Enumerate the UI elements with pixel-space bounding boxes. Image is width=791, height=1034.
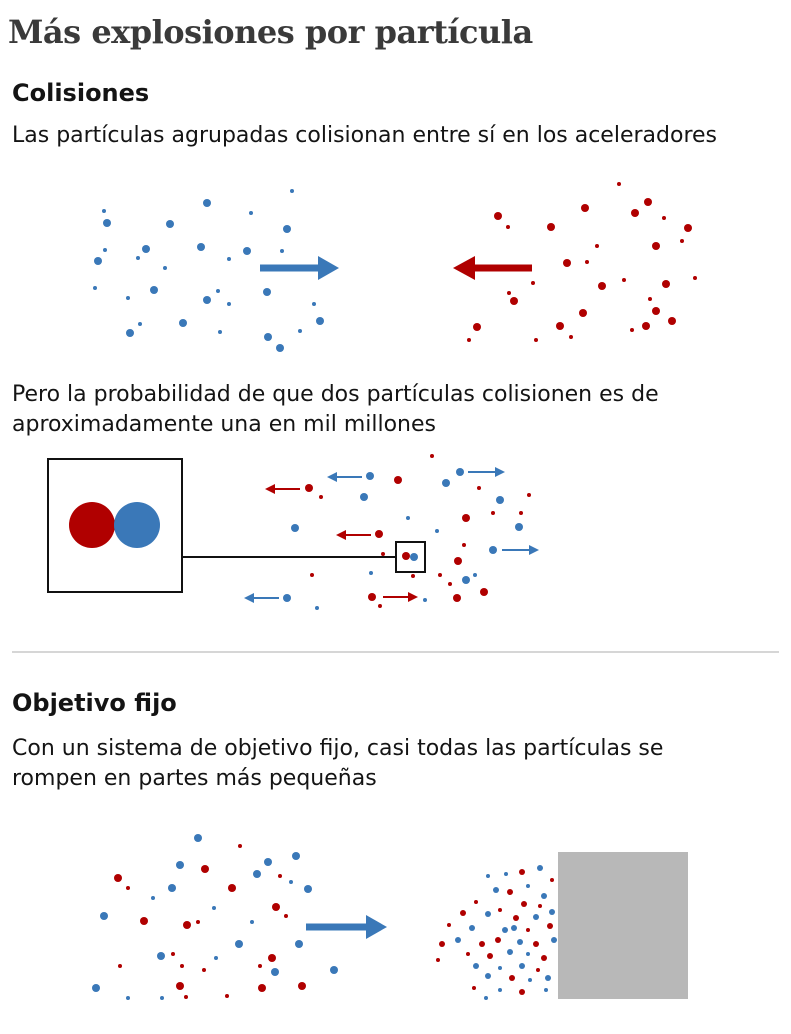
section-divider <box>12 651 779 653</box>
blue-particle <box>114 502 160 548</box>
red-particle-bunch <box>467 182 697 342</box>
objetivo-fijo-description: Con un sistema de objetivo fijo, casi todas las partículas se rompen en partes más pequeñas <box>12 736 664 791</box>
section-heading-colisiones: Colisiones <box>12 79 150 107</box>
page-title: Más explosiones por partícula <box>8 13 533 51</box>
moving-particles-with-arrows <box>244 467 539 608</box>
mixed-particle-bunch <box>92 834 338 1000</box>
blue-arrow-right-icon <box>260 256 339 280</box>
fragment-particles <box>436 865 557 1000</box>
fixed-target-block <box>558 852 688 999</box>
red-particle <box>69 502 115 548</box>
rare-collision-diagram <box>0 450 791 620</box>
colisiones-description: Las partículas agrupadas colisionan entre sí en los aceleradores <box>12 123 717 148</box>
collision-probability-text: Pero la probabilidad de que dos partículas colisionen es de aproximadamente una en mil millones <box>12 382 659 437</box>
bunch-collision-diagram <box>0 178 791 358</box>
colliding-particle-pair <box>402 552 418 561</box>
blue-arrow-right-icon <box>306 915 387 939</box>
section-heading-objetivo-fijo: Objetivo fijo <box>12 689 177 717</box>
red-arrow-left-icon <box>453 256 532 280</box>
magnified-collision-inset <box>48 459 182 592</box>
fixed-target-diagram <box>0 828 791 1008</box>
scattered-particles <box>291 454 531 610</box>
